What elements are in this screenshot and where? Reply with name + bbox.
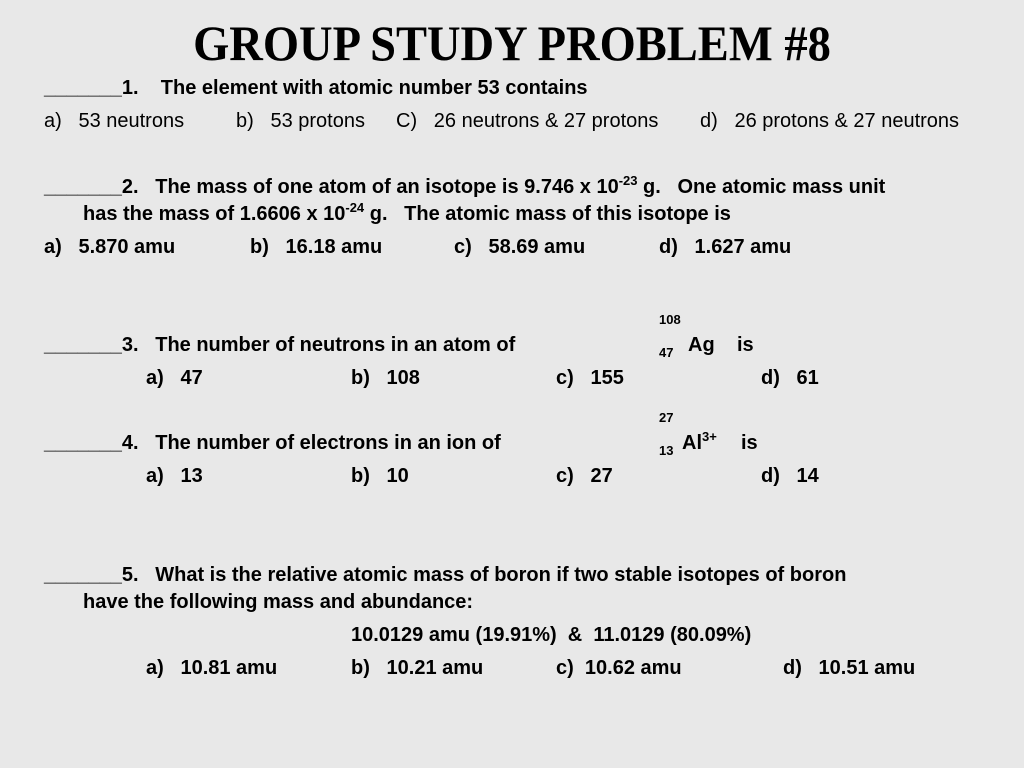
q2-option-d: d) 1.627 amu	[659, 236, 792, 258]
q5-option-b: b) 10.21 amu	[351, 657, 484, 679]
mass-number: 108	[659, 312, 681, 327]
q4-option-d: d) 14	[761, 465, 819, 487]
question-text: 5. What is the relative atomic mass of boron if two stable isotopes of boron	[121, 564, 847, 586]
q4-option-a: a) 13	[146, 465, 203, 487]
question-5-line-2: have the following mass and abundance:	[83, 591, 474, 613]
element-symbol: Al	[682, 432, 702, 454]
answer-blank: _______	[44, 334, 122, 356]
ion-symbol	[682, 431, 717, 457]
page-title: GROUP STUDY PROBLEM #8	[193, 15, 831, 71]
question-number: 1.	[121, 77, 139, 99]
q2-option-b: b) 16.18 amu	[250, 236, 383, 258]
q4-option-c: c) 27	[556, 465, 613, 487]
question-text: The element with atomic number 53 contains	[160, 77, 588, 99]
element-symbol: Ag	[688, 334, 715, 356]
q5-option-c: c) 10.62 amu	[556, 657, 682, 679]
q2-option-a: a) 5.870 amu	[44, 236, 176, 258]
question-2-line-2	[83, 202, 731, 228]
ion-charge: 3+	[702, 429, 717, 444]
q1-option-b: b) 53 protons	[236, 110, 365, 132]
exponent: -24	[345, 200, 365, 215]
q3-option-b: b) 108	[351, 367, 420, 389]
question-text: has the mass of 1.6606 x 10	[83, 203, 346, 225]
q2-option-c: c) 58.69 amu	[454, 236, 586, 258]
q3-option-c: c) 155	[556, 367, 624, 389]
question-5	[44, 563, 846, 587]
q3-option-d: d) 61	[761, 367, 819, 389]
question-3	[44, 333, 515, 357]
question-text-cont: is	[737, 334, 754, 356]
question-1	[44, 76, 588, 100]
answer-blank: _______	[44, 564, 122, 586]
q3-option-a: a) 47	[146, 367, 203, 389]
q5-option-d: d) 10.51 amu	[783, 657, 916, 679]
question-4	[44, 431, 501, 455]
answer-blank: _______	[44, 432, 122, 454]
question-text: 3. The number of neutrons in an atom of	[121, 334, 516, 356]
q4-option-b: b) 10	[351, 465, 409, 487]
question-text-cont: is	[741, 432, 758, 454]
question-text-cont: g. One atomic mass unit	[637, 176, 886, 198]
q1-option-d: d) 26 protons & 27 neutrons	[700, 110, 960, 132]
answer-blank: _______	[44, 77, 122, 99]
q1-option-c: C) 26 neutrons & 27 protons	[396, 110, 659, 132]
q1-option-a: a) 53 neutrons	[44, 110, 185, 132]
question-2	[44, 175, 885, 201]
mass-number: 27	[659, 410, 674, 425]
question-text: 2. The mass of one atom of an isotope is 9.746 x 10	[121, 176, 619, 198]
isotope-data: 10.0129 amu (19.91%) & 11.0129 (80.09%)	[351, 624, 752, 646]
question-text-cont: g. The atomic mass of this isotope is	[364, 203, 731, 225]
atomic-number: 47	[659, 345, 674, 360]
exponent: -23	[618, 173, 638, 188]
q5-option-a: a) 10.81 amu	[146, 657, 278, 679]
answer-blank: _______	[44, 176, 122, 198]
atomic-number: 13	[659, 443, 674, 458]
question-text: 4. The number of electrons in an ion of	[121, 432, 501, 454]
